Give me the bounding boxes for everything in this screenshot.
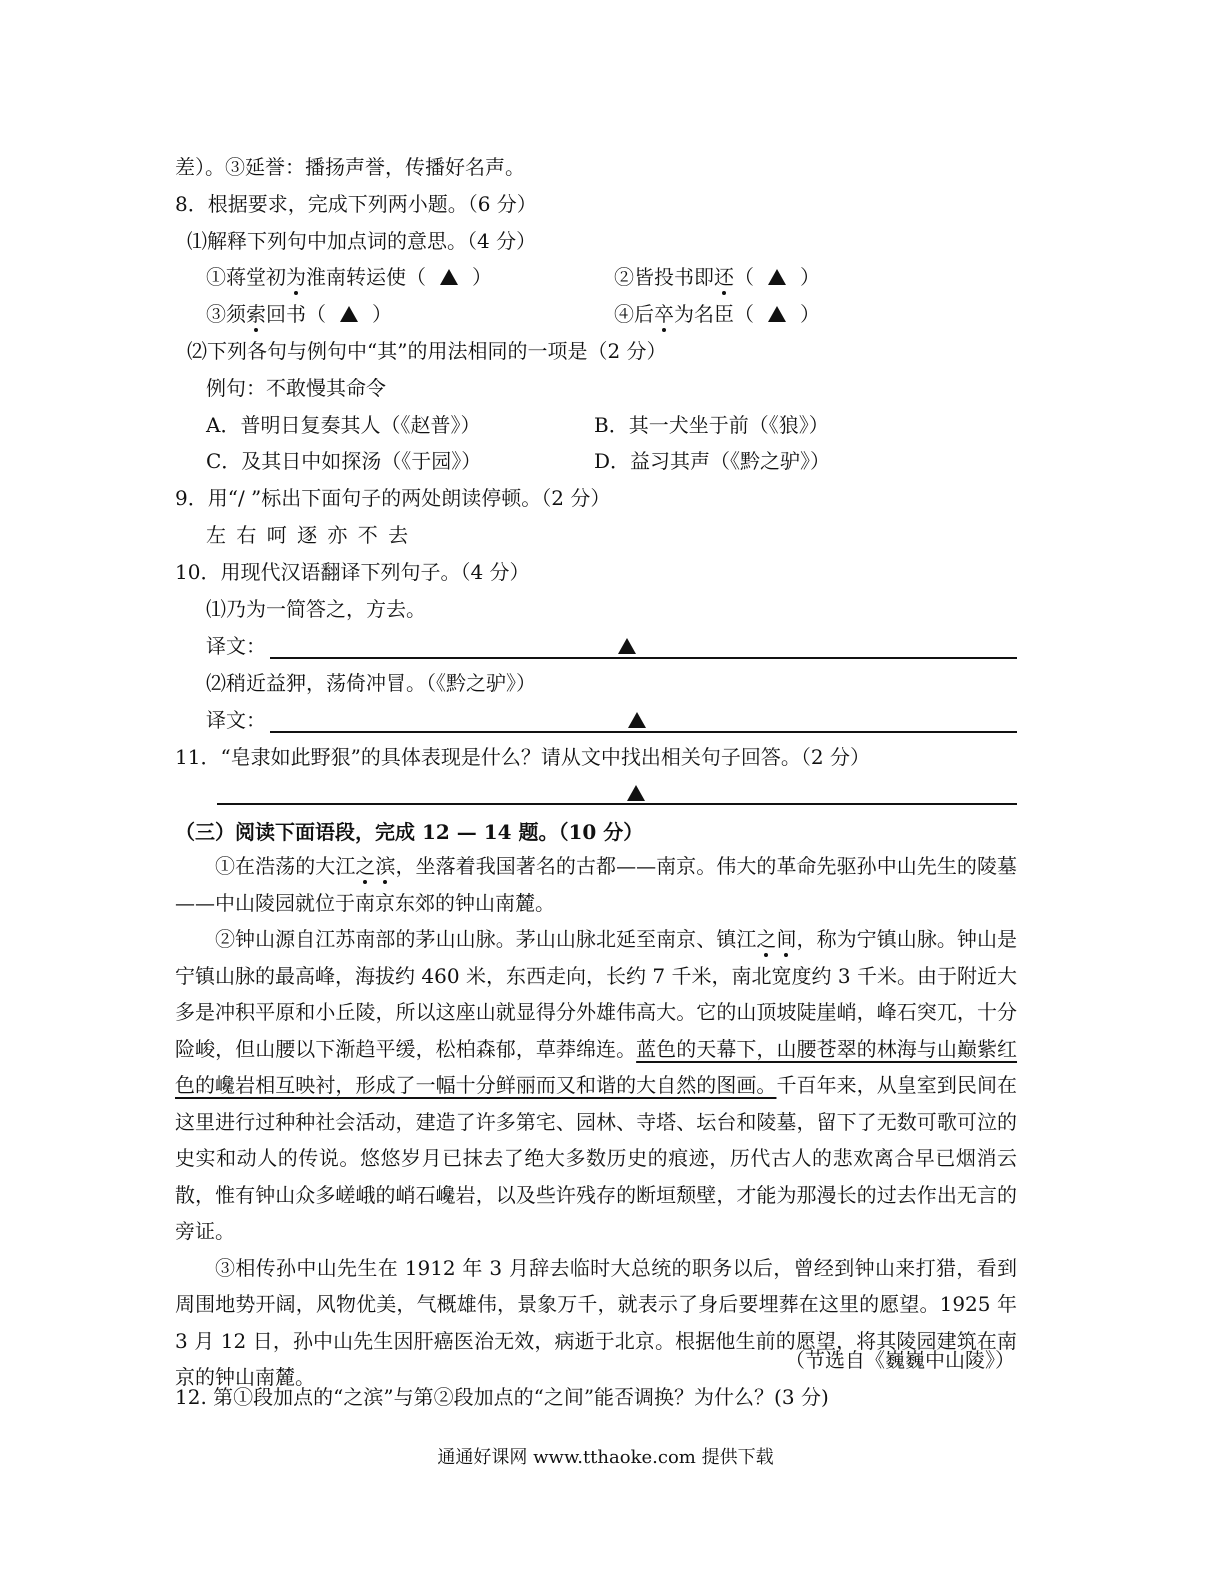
answer-triangle-icon bbox=[618, 638, 636, 654]
question-10: 10．用现代汉语翻译下列句子。（4 分） bbox=[175, 560, 530, 584]
translation-answer-line-2[interactable] bbox=[270, 731, 1017, 733]
paragraph-1: ①在浩荡的大江之滨，坐落着我国著名的古都——南京。伟大的革命先驱孙中山先生的陵墓——中山陵园就位于南京东郊的钟山南麓。 bbox=[175, 854, 1018, 915]
option-c: C．及其日中如探汤（《于园》） bbox=[206, 449, 482, 473]
question-8-1: ⑴解释下列句中加点词的意思。（4 分） bbox=[187, 229, 537, 253]
source-citation: （节选自《巍巍中山陵》） bbox=[785, 1348, 1015, 1372]
paragraph-2: ②钟山源自江苏南部的茅山山脉。茅山山脉北延至南京、镇江之间，称为宁镇山脉。钟山是宁镇山脉的最高峰，海拔约 460 米，东西走向，长约 7 千米，南北宽度约 3 千米。由于附近大多是冲积平原和小丘陵，所以这座山就显得分外雄伟高大。它的山顶坡陡崖峭，峰石突兀，十分险峻，但山腰以下渐趋平缓，松柏森郁，草莽绵连。蓝色的天幕下，山腰苍翠的林海与山巅紫红色的巉岩相互映衬，形成了一幅十分鲜丽而又和谐的大自然的图画。千百年来，从皇室到民间在这里进行过种种社会活动，建造了许多第宅、园林、寺塔、坛台和陵墓，留下了无数可歌可泣的史实和动人的传说。悠悠岁月已抹去了绝大多数历史的痕迹，历代古人的悲欢离合早已烟消云散，惟有钟山众多嵯峨的峭石巉岩，以及些许残存的断垣颓壁，才能为那漫长的过去作出无言的旁证。 bbox=[175, 927, 1018, 1243]
question-9-text: 左 右 呵 逐 亦 不 去 bbox=[206, 523, 411, 547]
answer-triangle-icon bbox=[768, 306, 786, 322]
option-b: B．其一犬坐于前（《狼》） bbox=[594, 413, 829, 437]
note-line: 差）。③延誉：播扬声誉，传播好名声。 bbox=[175, 155, 525, 179]
answer-triangle-icon bbox=[340, 306, 358, 322]
item-8-1b: ②皆投书即还（ ） bbox=[614, 265, 820, 289]
option-a: A．普明日复奏其人（《赵普》） bbox=[206, 413, 481, 437]
section-3-heading: （三）阅读下面语段，完成 12 — 14 题。（10 分） bbox=[175, 820, 644, 844]
item-8-1d: ④后卒为名臣（ ） bbox=[614, 302, 820, 326]
question-11: 11．“皂隶如此野狠”的具体表现是什么？请从文中找出相关句子回答。（2 分） bbox=[175, 745, 870, 769]
answer-triangle-icon bbox=[627, 785, 645, 801]
translation-label-2: 译文： bbox=[206, 708, 266, 732]
item-8-1a: ①蒋堂初为淮南转运使（ ） bbox=[206, 265, 492, 289]
answer-triangle-icon bbox=[768, 269, 786, 285]
question-8-2: ⑵下列各句与例句中“其”的用法相同的一项是（2 分） bbox=[187, 339, 667, 363]
answer-triangle-icon bbox=[440, 269, 458, 285]
item-8-1c: ③须索回书（ ） bbox=[206, 302, 392, 326]
answer-triangle-icon bbox=[628, 712, 646, 728]
paragraph-3: ③相传孙中山先生在 1912 年 3 月辞去临时大总统的职务以后，曾经到钟山来打猎，看到周围地势开阔，风物优美，气概雄伟，景象万千，就表示了身后要埋葬在这里的愿望。1925 年 3 月 12 日，孙中山先生因肝癌医治无效，病逝于北京。根据他生前的愿望，将其陵园建筑在南京的钟山南麓。 bbox=[175, 1255, 1017, 1389]
option-d: D．益习其声（《黔之驴》） bbox=[594, 449, 831, 473]
question-10-2: ⑵稍近益狎，荡倚冲冒。（《黔之驴》） bbox=[206, 671, 536, 695]
answer-line-11[interactable] bbox=[217, 803, 1017, 805]
example-sentence: 例句：不敢慢其命令 bbox=[206, 376, 386, 400]
footer-watermark: 通通好课网 www.tthaoke.com 提供下载 bbox=[437, 1447, 774, 1468]
question-12: 12. 第①段加点的“之滨”与第②段加点的“之间”能否调换？为什么？(3 分) bbox=[175, 1385, 829, 1409]
question-9: 9．用“/ ”标出下面句子的两处朗读停顿。（2 分） bbox=[175, 486, 611, 510]
question-10-1: ⑴乃为一简答之，方去。 bbox=[206, 597, 426, 621]
translation-answer-line-1[interactable] bbox=[270, 657, 1017, 659]
translation-label-1: 译文： bbox=[206, 634, 266, 658]
question-8: 8．根据要求，完成下列两小题。（6 分） bbox=[175, 192, 537, 216]
reading-passage bbox=[175, 848, 1017, 1396]
